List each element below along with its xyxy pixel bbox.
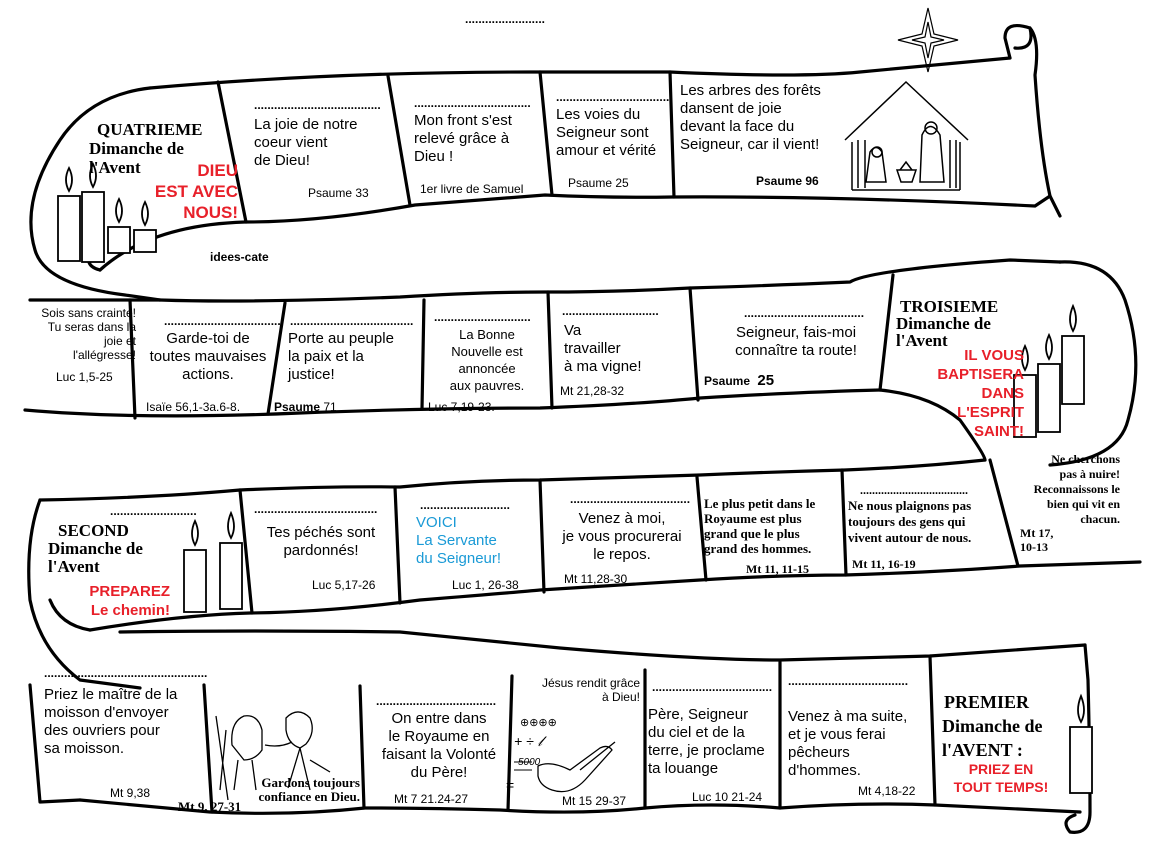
space-r3-5[interactable] (846, 476, 1006, 576)
space-r2-4[interactable] (424, 300, 548, 414)
blank-line: ...................................... (254, 98, 381, 112)
space-r1-4[interactable] (676, 76, 856, 196)
title-blank: ........................ (465, 12, 546, 26)
path-row4-top (120, 631, 1085, 660)
space-r4-3[interactable] (364, 684, 515, 808)
candle-icon (220, 543, 242, 609)
candle-icon (134, 230, 156, 252)
space-r3-4[interactable] (700, 480, 844, 578)
ref-number: 25 (757, 372, 775, 389)
candle-icon (184, 550, 206, 612)
space-r2-2[interactable] (136, 306, 281, 414)
week-motto-second: PREPAREZ Le chemin! (89, 583, 170, 619)
divider (880, 275, 893, 390)
week-ordinal: SECOND (58, 521, 129, 540)
ref-label: Psaume (274, 400, 321, 414)
space-text: Père, Seigneur du ciel et de la terre, je proclame ta louange (648, 706, 765, 777)
math-frac: 5000 (518, 757, 541, 768)
space-ref: Luc 5,17-26 (312, 578, 376, 592)
candle-icon (108, 227, 130, 253)
space-text: Venez à ma suite, et je vous ferai pêcheurs d'hommes. (788, 708, 908, 779)
blank-line: ................................... (414, 96, 531, 110)
candle-icon (1070, 727, 1092, 793)
space-r4-2[interactable] (178, 690, 362, 816)
blank-line: .................................... (860, 483, 968, 497)
space-ref: Mt 4,18-22 (858, 784, 916, 798)
blank-line: .................................. (556, 90, 670, 104)
path-row2-top (30, 260, 1060, 301)
blank-line: ................................................. (44, 666, 208, 680)
space-r4-5[interactable] (646, 670, 780, 806)
space-ref: Isaïe 56,1-3a.6-8. (146, 400, 241, 414)
candle-icon (82, 192, 104, 262)
space-text: VOICI La Servante du Seigneur! (416, 514, 502, 567)
space-ref: Luc 1, 26-38 (452, 578, 519, 592)
space-text: On entre dans le Royaume en faisant la Volonté du Père! (381, 710, 497, 781)
blank-line: ............................. (434, 310, 531, 324)
blank-line: ................................... (164, 314, 281, 328)
space-ref: Psaume 25 (568, 176, 629, 190)
space-text: Sois sans crainte! Tu seras dans la joie et l'allégresse! (41, 306, 136, 362)
blank-line: .................................... (744, 306, 865, 320)
space-ref: Mt 11, 16-19 (852, 557, 916, 571)
space-text: Va travailler à ma vigne! (564, 322, 642, 375)
blank-line: .................................... (652, 680, 773, 694)
space-ref: Mt 9, 27-31 (178, 799, 242, 814)
space-ref: Mt 9,38 (110, 786, 151, 800)
space-r1-3[interactable] (548, 78, 676, 196)
space-ref: Mt 15 29-37 (562, 794, 627, 808)
space-text: Porte au peuple la paix et la justice! (288, 330, 394, 383)
space-text: Tes péchés sont pardonnés! (266, 524, 376, 559)
week-rest: Dimanche de l'Avent (48, 539, 143, 576)
math-bot: = (506, 777, 515, 793)
space-ref: Psaume 33 (308, 186, 369, 200)
space-ref: Luc 7,19-23. (428, 400, 495, 414)
math-mid: + ÷ 𝓁 (514, 733, 543, 749)
week-title-second (48, 522, 178, 576)
candle-icon (1038, 364, 1060, 432)
space-text: La Bonne Nouvelle est annoncée aux pauvres. (449, 327, 525, 393)
week-title-premier (942, 690, 1072, 762)
week-rest: Dimanche de l'Avent (89, 139, 184, 177)
space-r1-2[interactable] (400, 82, 548, 202)
space-text: Le plus petit dans le Royaume est plus grand que le plus grand des hommes. (704, 496, 816, 556)
candle-icon (1062, 336, 1084, 404)
space-ref: Psaume 96 (756, 174, 819, 188)
week-ordinal: PREMIER (944, 692, 1029, 712)
blank-line: .................................... (788, 674, 909, 688)
space-r3-6[interactable] (1000, 450, 1124, 560)
space-text: Seigneur, fais-moi connaître ta route! (735, 324, 857, 359)
watermark: idees-cate (210, 250, 269, 264)
candle-icon (58, 196, 80, 261)
blank-line: ............................. (562, 304, 659, 318)
ref-number: 71 (323, 400, 337, 414)
space-r4-4[interactable] (506, 676, 646, 808)
space-r2-1[interactable] (36, 306, 136, 416)
week-rest: Dimanche de l'AVENT : (942, 716, 1043, 760)
space-ref (704, 372, 774, 390)
week-motto-premier: PRIEZ EN TOUT TEMPS! (953, 761, 1049, 795)
space-ref (274, 398, 337, 416)
space-ref: Luc 10 21-24 (692, 790, 763, 804)
space-text: Jésus rendit grâce à Dieu! (541, 676, 640, 704)
blank-line: ........................... (420, 498, 511, 512)
week-ordinal: QUATRIEME (97, 120, 203, 139)
space-ref: Mt 11, 11-15 (746, 562, 809, 576)
space-ref: Mt 7 21.24-27 (394, 792, 469, 806)
space-text: Mon front s'est relevé grâce à Dieu ! (414, 112, 512, 165)
week-motto-quatrieme: DIEU EST AVEC NOUS! (154, 161, 238, 222)
space-text: Venez à moi, je vous procurerai le repos. (562, 510, 682, 563)
week-blank-second: .......................... (110, 504, 197, 518)
space-ref: Mt 11,28-30 (564, 572, 628, 586)
space-ref: 1er livre de Samuel (420, 182, 524, 196)
space-r3-3[interactable] (542, 484, 702, 590)
space-ref: Mt 17, 10-13 (1020, 526, 1054, 554)
space-r4-6[interactable] (782, 664, 932, 804)
space-r1-1[interactable] (240, 88, 390, 208)
space-text: Les voies du Seigneur sont amour et vérité (556, 106, 657, 159)
space-r3-1[interactable] (246, 494, 398, 606)
scroll-curl-top (1005, 26, 1060, 216)
week-title-troisieme (896, 297, 1030, 350)
space-r2-3[interactable] (270, 306, 420, 414)
blank-line: .................................... (570, 492, 691, 506)
candles-second (184, 513, 242, 612)
week-ordinal: TROISIEME (900, 297, 999, 316)
math-top: ⊕⊕⊕⊕ (520, 717, 557, 729)
space-text: Ne cherchons pas à nuire! Reconnaissons le bien qui vit en chacun. (1033, 452, 1120, 526)
space-text: La joie de notre coeur vient de Dieu! (254, 116, 358, 169)
space-ref: Mt 21,28-32 (560, 384, 625, 398)
space-r2-5[interactable] (552, 296, 692, 406)
space-text: Priez le maître de la moisson d'envoyer des ouvriers pour sa moisson. (44, 686, 178, 757)
space-text: Les arbres des forêts dansent de joie devant la face du Seigneur, car il vient! (680, 82, 821, 153)
week-motto-troisieme: IL VOUS BAPTISERA DANS L'ESPRIT SAINT! (937, 347, 1024, 440)
space-text: Ne nous plaignons pas toujours des gens qui vivent autour de nous. (848, 498, 972, 545)
space-ref: Luc 1,5-25 (56, 370, 113, 384)
blank-line: ..................................... (290, 314, 414, 328)
space-r2-6[interactable] (698, 292, 878, 400)
space-text: Gardons toujours confiance en Dieu. (258, 775, 360, 804)
space-text: Garde-toi de toutes mauvaises actions. (149, 330, 267, 383)
week-rest: Dimanche de l'Avent (896, 314, 991, 350)
ref-label: Psaume (704, 374, 751, 388)
blank-line: .................................... (376, 694, 497, 708)
space-r3-2[interactable] (398, 490, 542, 602)
blank-line: ..................................... (254, 502, 378, 516)
nativity-icon (845, 82, 968, 190)
